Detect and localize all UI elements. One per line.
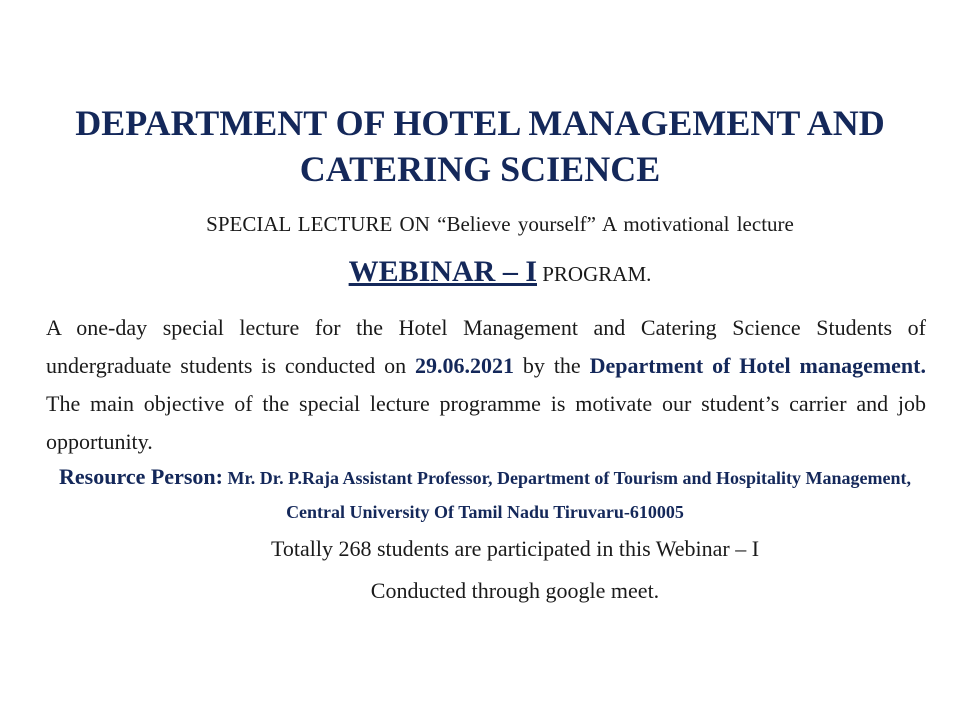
conducted-via-text: Conducted through google meet. [370,578,660,603]
lecture-date: 29.06.2021 [415,353,515,378]
paragraph-text-3: The main objective of the special lecture programme is motivate our student’s carrier and job opportunity. [46,391,926,454]
department-name: Department of Hotel management. [589,353,926,378]
resource-person-details: Mr. Dr. P.Raja Assistant Professor, Department of Tourism and Hospitality Management, Central University Of Tamil Nadu Tiruvaru-610005 [222,468,911,522]
title-line-2: CATERING SCIENCE [299,149,661,189]
resource-person-block [40,460,930,529]
webinar-title: WEBINAR – I [348,255,537,288]
paragraph-text-2: by the [514,353,590,378]
paragraph-text-1: A one-day special lecture for the Hotel Management and Catering Science Students of undergraduate students is conducted on [46,315,926,378]
webinar-program-label: PROGRAM. [537,262,652,286]
resource-person-label: Resource Person: [59,464,223,489]
description-paragraph [46,309,926,461]
page-title [0,100,960,192]
webinar-heading [0,252,960,297]
lecture-subtitle: SPECIAL LECTURE ON “Believe yourself” A motivational lecture [206,212,794,236]
participants-count-text: Totally 268 students are participated in this Webinar – I [270,536,760,561]
title-line-1: DEPARTMENT OF HOTEL MANAGEMENT AND [75,103,885,143]
